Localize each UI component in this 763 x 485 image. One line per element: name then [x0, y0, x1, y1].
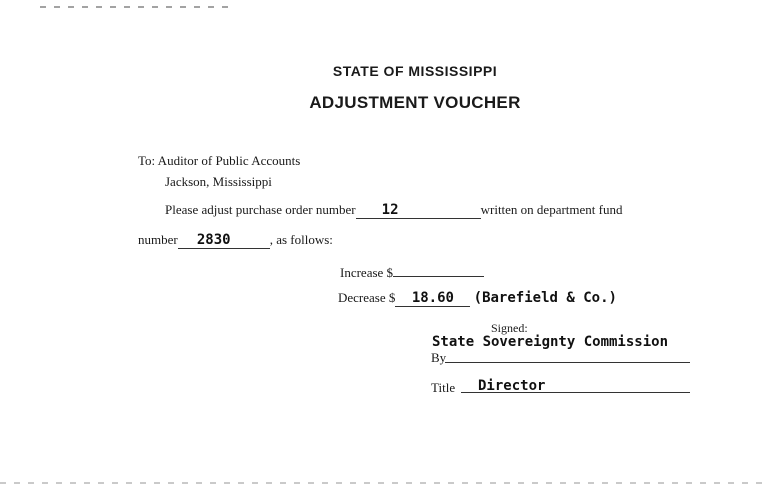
title-value: Director [478, 378, 546, 394]
addressee: To: Auditor of Public Accounts [138, 153, 301, 168]
po-line-prefix: Please adjust purchase order number [165, 202, 356, 217]
decrease-value: 18.60 [411, 290, 454, 306]
by-label: By [431, 350, 447, 365]
decrease-row [338, 290, 617, 307]
increase-row [340, 261, 484, 281]
increase-field [393, 261, 484, 277]
decrease-note: (Barefield & Co.) [473, 290, 617, 306]
increase-label: Increase $ [340, 265, 394, 280]
decrease-label: Decrease $ [338, 290, 396, 305]
po-line-suffix: written on department fund [480, 202, 623, 217]
po-number-value: 12 [381, 202, 399, 218]
fund-line [138, 232, 333, 249]
fund-number-field [178, 233, 270, 249]
scan-mark-bottom [0, 482, 763, 484]
signed-label: Signed: [491, 321, 528, 335]
fund-number-value: 2830 [196, 232, 231, 248]
signed-value: State Sovereignty Commission [432, 334, 669, 350]
scan-mark-top [40, 6, 230, 8]
fund-line-suffix: , as follows: [269, 232, 333, 247]
title-label: Title [431, 380, 456, 395]
fund-line-prefix: number [138, 232, 178, 247]
po-number-field [356, 203, 481, 219]
decrease-field [395, 291, 470, 307]
state-heading: STATE OF MISSISSIPPI [332, 63, 498, 79]
by-signature-line [445, 362, 690, 363]
addressee-city: Jackson, Mississippi [165, 174, 272, 189]
po-line [165, 202, 623, 219]
document-title: ADJUSTMENT VOUCHER [309, 93, 521, 112]
